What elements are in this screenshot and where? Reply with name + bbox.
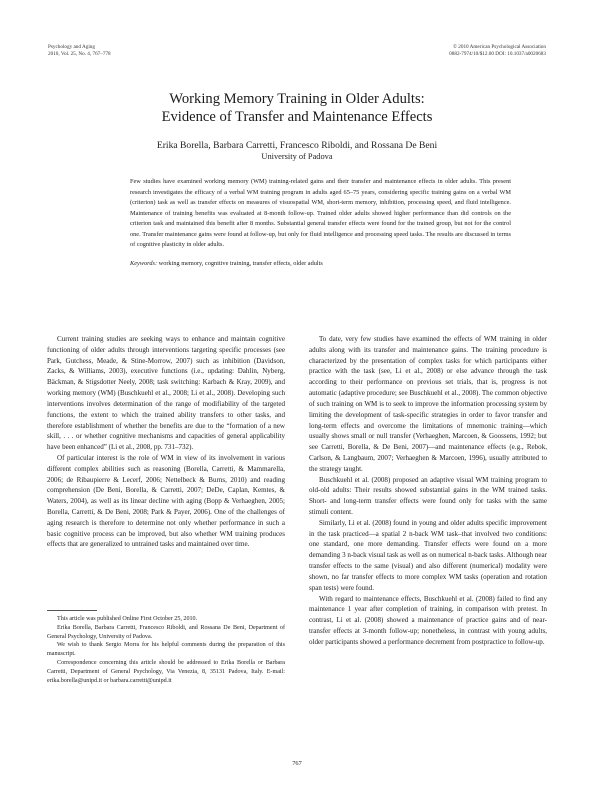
left-column — [47, 334, 285, 648]
paragraph: Current training studies are seeking ways to enhance and maintain cognitive functioning of older adults through interventions targeting specific processes (see Park, Gutchess, Meade, & Stine-Morrow, 2007) such as inhibition (Davidson, Zacks, & Williams, 2003), executive functions (i.e., updating: Dahlin, Nyberg, Bäckman, & Stigsdotter Neely, 2008; task switching: Karbach & Kray, 2009), and working memory (WM) (Buschkuehl et al., 2008; Li et al., 2008). Developing such interventions involves determination of the range of modifiability of the targeted functions, the extent to which the trained ability transfers to other tasks, and therefore establishment of whether the benefits are due to the “formation of a new skill, . . . or whether cognitive mechanisms and capacities of general applicability have been enhanced” (Li et al., 2008, pp. 731–732). — [47, 335, 285, 452]
paragraph: Buschkuehl et al. (2008) proposed an adaptive visual WM training program to old-old adults: Their results showed substantial gains in the WM trained tasks. Short- and long-term transfer effects were found only for tasks with the same stimuli content. — [309, 475, 547, 516]
author-list: Erika Borella, Barbara Carretti, Francesco Riboldi, and Rossana De Beni — [156, 140, 438, 152]
affiliation: University of Padova — [261, 152, 333, 162]
running-head-right — [449, 44, 546, 57]
abstract: Few studies have examined working memory (WM) training-related gains and their transfer and maintenance effects in older adults. This present research investigates the efficacy of a verbal WM training program in adults aged 65–75 years, considering specific training gains on a verbal WM (criterion) task as well as transfer effects on measures of visuospatial WM, short-term memory, inhibition, processing speed, and fluid intelligence. Maintenance of training benefits was evaluated at 8-month follow-up. Trained older adults showed higher performance than did controls on the criterion task and maintained this benefit after 8 months. Substantial general transfer effects were found for the trained group, but not for the control one. Transfer maintenance gains were found at follow-up, but only for fluid intelligence and processing speed tasks. The results are discussed in terms of cognitive plasticity in older adults. — [130, 178, 511, 249]
running-head-left — [48, 44, 111, 57]
paragraph: To date, very few studies have examined the effects of WM training in older adults along with its transfer and maintenance gains. The training procedure is characterized by the presentation of complex tasks for which participants either practice with the task (see, Li et al., 2008) or else advance through the task according to their performance on previous set trials, that is, progress is not automatic (adaptive procedure; see Buschkuehl et al., 2008). The common objective of such training on WM is to seek to improve the information processing system by limiting the development of task-specific strategies in order to favor transfer and long-term effects and overcome the limitations of mnemonic training—which usually shows small or null transfer (Verhaeghen, Marcoen, & Goossens, 1992; but see Carretti, Borella, & De Beni, 2007)—and maintenance effects (e.g., Rebok, Carlson, & Langbaum, 2007; Verhaeghen & Marcoen, 1996), usually attributed to the strategy taught. — [309, 335, 547, 473]
footnotes — [47, 610, 285, 685]
doi-line: 0882-7974/10/$12.00 DOI: 10.1037/a0020683 — [449, 50, 546, 57]
footnote-rule — [47, 610, 97, 611]
footnote: This article was published Online First October 25, 2010. — [57, 616, 198, 622]
paragraph: With regard to maintenance effects, Buschkuehl et al. (2008) failed to find any maintenance 1 year after completion of training, in comparison with pretest. In contrast, Li et al. (2008) showed a maintenance of practice gains and of near-transfer effects at 3-month follow-up; nonetheless, in contrast with young adults, older participants showed a performance decrement from postpractice to follow-up. — [309, 594, 547, 646]
title-line-1: Working Memory Training in Older Adults: — [169, 91, 425, 108]
journal-name: Psychology and Aging — [48, 44, 95, 50]
right-column — [309, 334, 547, 648]
keywords-label: Keywords: — [130, 260, 158, 268]
article-title — [48, 90, 546, 126]
footnote: Correspondence concerning this article should be addressed to Erika Borella or Barbara Carretti, Department of General Psychology, Via Venezia, 8, 35131 Padova, Italy. E-mail: erika.borella@unipd.it or barbara.carretti@unipd.it — [47, 659, 285, 684]
keywords-text: working memory, cognitive training, transfer effects, older adults — [158, 260, 323, 268]
footnote: We wish to thank Sergio Morra for his helpful comments during the preparation of this manuscript. — [47, 642, 285, 658]
paragraph: Similarly, Li et al. (2008) found in young and older adults specific improvement in the task practiced—a spatial 2 n-back WM task–that involved two conditions: one standard, one more demanding. Transfer effects were found on a more demanding 3 n-back visual task as well as on numerical n-back tasks. Although near transfer effects to the same (visual) and also different (numerical) modality were shown, no far transfer effects to more complex WM tasks (operation and rotation span tests) were found. — [309, 518, 547, 592]
keywords — [130, 259, 511, 268]
title-line-2: Evidence of Transfer and Maintenance Effects — [161, 109, 433, 126]
paragraph: Of particular interest is the role of WM in view of its involvement in various different complex abilities such as reasoning (Borella, Carretti, & Mammarella, 2006; de Ribaupierre & Lecerf, 2006; Nettelbeck & Burns, 2010) and reading comprehension (De Beni, Borella, & Carretti, 2007; DeDe, Caplan, Kemtes, & Waters, 2004), as well as its linear decline with aging (Bopp & Verhaeghen, 2005; Borella, Carretti, & De Beni, 2008; Park & Payer, 2006). One of the challenges of aging research is therefore to determine not only whether performance in such a basic cognitive process can be improved, but also whether WM training produces effects that are generalized to untrained tasks and maintained over time. — [47, 453, 285, 549]
running-head — [48, 44, 546, 57]
footnote: Erika Borella, Barbara Carretti, Francesco Riboldi, and Rossana De Beni, Department of General Psychology, University of Padova. — [47, 624, 285, 640]
page-number: 767 — [292, 760, 302, 767]
volume-line: 2010, Vol. 25, No. 4, 767–778 — [48, 50, 111, 57]
body-columns — [47, 334, 547, 648]
copyright-line: © 2010 American Psychological Association — [453, 44, 546, 50]
